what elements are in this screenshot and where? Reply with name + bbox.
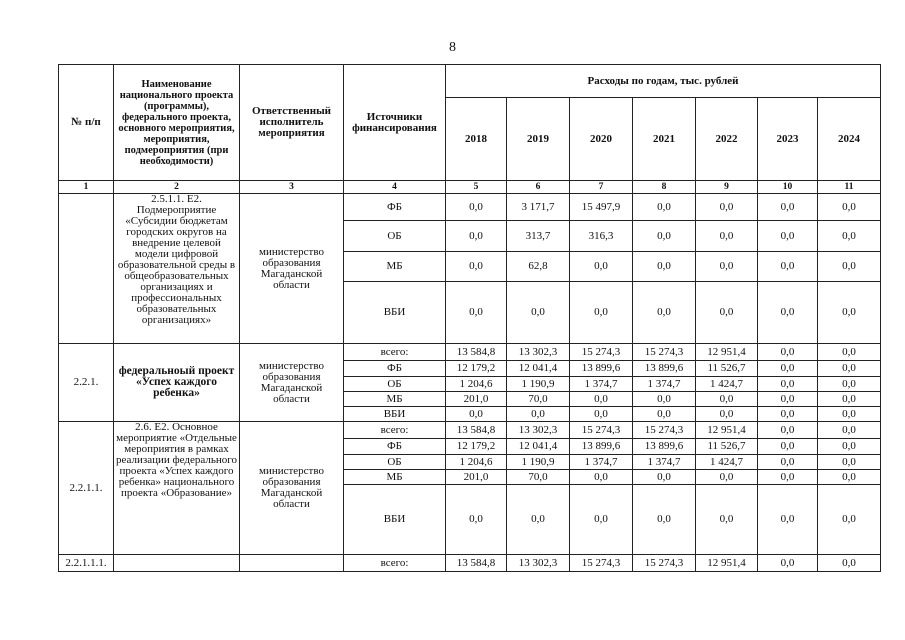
amount-cell-2022: 12 951,4 [696,422,758,439]
amount-cell-2020: 0,0 [570,407,633,422]
column-number: 10 [758,181,818,194]
amount-cell-2024: 0,0 [818,377,881,392]
amount-cell-2020: 15 274,3 [570,422,633,439]
column-number-row [59,181,881,194]
funding-source-cell: ФБ [344,194,446,221]
amount-cell-2024: 0,0 [818,392,881,407]
amount-cell-2019: 13 302,3 [507,344,570,361]
amount-cell-2020: 316,3 [570,221,633,252]
funding-source-cell: МБ [344,392,446,407]
amount-cell-2018: 1 204,6 [446,377,507,392]
funding-source-cell: всего: [344,422,446,439]
page-number: 8 [449,40,456,55]
budget-table [58,64,881,572]
header-year: 2024 [818,98,881,181]
amount-cell-2021: 1 374,7 [633,455,696,470]
amount-cell-2024: 0,0 [818,407,881,422]
funding-source-cell: ОБ [344,377,446,392]
amount-cell-2021: 0,0 [633,221,696,252]
amount-cell-2021: 15 274,3 [633,555,696,572]
executor-cell: министерство образования Магаданской области [240,422,344,555]
amount-cell-2024: 0,0 [818,194,881,221]
amount-cell-2023: 0,0 [758,344,818,361]
amount-cell-2023: 0,0 [758,392,818,407]
funding-source-cell: всего: [344,344,446,361]
amount-cell-2024: 0,0 [818,344,881,361]
header-num: № п/п [59,65,114,181]
row-number-cell [59,194,114,344]
header-year: 2021 [633,98,696,181]
header-name: Наименование национального проекта (программы), федерального проекта, основного мероприятия, мероприятия, подмероприятия (при необходимости) [114,65,240,181]
amount-cell-2023: 0,0 [758,377,818,392]
amount-cell-2024: 0,0 [818,221,881,252]
amount-cell-2019: 13 302,3 [507,555,570,572]
amount-cell-2021: 13 899,6 [633,439,696,455]
amount-cell-2019: 1 190,9 [507,455,570,470]
funding-source-cell: ОБ [344,455,446,470]
amount-cell-2021: 15 274,3 [633,344,696,361]
amount-cell-2022: 0,0 [696,194,758,221]
header-executor: Ответственный исполнитель мероприятия [240,65,344,181]
funding-source-cell: всего: [344,555,446,572]
amount-cell-2020: 15 274,3 [570,555,633,572]
header-sources: Источники финансирования [344,65,446,181]
executor-cell: министерство образования Магаданской области [240,194,344,344]
amount-cell-2018: 201,0 [446,392,507,407]
amount-cell-2020: 0,0 [570,282,633,344]
table-row [59,555,881,572]
amount-cell-2019: 70,0 [507,470,570,485]
amount-cell-2019: 313,7 [507,221,570,252]
amount-cell-2023: 0,0 [758,252,818,282]
column-number: 4 [344,181,446,194]
row-number-cell: 2.2.1.1. [59,422,114,555]
activity-name-cell: 2.5.1.1. Е2. Подмероприятие «Субсидии бюджетам городских округов на внедрение целевой модели цифровой образовательной среды в общеобразовательных организациях и профессиональных образовательных организациях» [114,194,240,344]
funding-source-cell: ВБИ [344,485,446,555]
header-year: 2022 [696,98,758,181]
amount-cell-2022: 0,0 [696,485,758,555]
amount-cell-2018: 12 179,2 [446,361,507,377]
amount-cell-2021: 0,0 [633,470,696,485]
amount-cell-2020: 0,0 [570,485,633,555]
amount-cell-2022: 0,0 [696,407,758,422]
amount-cell-2019: 70,0 [507,392,570,407]
column-number: 2 [114,181,240,194]
amount-cell-2022: 12 951,4 [696,555,758,572]
funding-source-cell: ФБ [344,439,446,455]
amount-cell-2018: 0,0 [446,252,507,282]
column-number: 7 [570,181,633,194]
header-year: 2019 [507,98,570,181]
amount-cell-2019: 3 171,7 [507,194,570,221]
funding-source-cell: ВБИ [344,282,446,344]
amount-cell-2018: 0,0 [446,407,507,422]
column-number: 6 [507,181,570,194]
amount-cell-2018: 13 584,8 [446,422,507,439]
amount-cell-2023: 0,0 [758,194,818,221]
amount-cell-2023: 0,0 [758,555,818,572]
amount-cell-2021: 0,0 [633,485,696,555]
amount-cell-2020: 1 374,7 [570,377,633,392]
row-number-cell: 2.2.1.1.1. [59,555,114,572]
table-row [59,194,881,221]
amount-cell-2020: 15 497,9 [570,194,633,221]
amount-cell-2020: 15 274,3 [570,344,633,361]
amount-cell-2024: 0,0 [818,361,881,377]
amount-cell-2023: 0,0 [758,407,818,422]
activity-name-cell: 2.6. Е2. Основное мероприятие «Отдельные мероприятия в рамках реализации федерального проекта «Успех каждого ребенка» национального проекта «Образование» [114,422,240,555]
amount-cell-2024: 0,0 [818,455,881,470]
table-body [59,194,881,572]
table-row [59,344,881,361]
executor-cell: министерство образования Магаданской области [240,344,344,422]
amount-cell-2018: 201,0 [446,470,507,485]
activity-name-cell: федеральноый проект «Успех каждого ребенка» [114,344,240,422]
amount-cell-2021: 13 899,6 [633,361,696,377]
amount-cell-2018: 0,0 [446,282,507,344]
amount-cell-2023: 0,0 [758,422,818,439]
amount-cell-2022: 0,0 [696,252,758,282]
amount-cell-2018: 0,0 [446,485,507,555]
amount-cell-2024: 0,0 [818,252,881,282]
amount-cell-2021: 0,0 [633,282,696,344]
amount-cell-2018: 13 584,8 [446,555,507,572]
header-year: 2020 [570,98,633,181]
amount-cell-2019: 1 190,9 [507,377,570,392]
amount-cell-2019: 0,0 [507,485,570,555]
amount-cell-2019: 0,0 [507,282,570,344]
amount-cell-2023: 0,0 [758,439,818,455]
amount-cell-2024: 0,0 [818,439,881,455]
amount-cell-2024: 0,0 [818,470,881,485]
amount-cell-2020: 0,0 [570,470,633,485]
funding-source-cell: ФБ [344,361,446,377]
amount-cell-2022: 11 526,7 [696,439,758,455]
amount-cell-2018: 1 204,6 [446,455,507,470]
amount-cell-2020: 13 899,6 [570,361,633,377]
amount-cell-2023: 0,0 [758,470,818,485]
amount-cell-2022: 11 526,7 [696,361,758,377]
amount-cell-2021: 0,0 [633,194,696,221]
executor-cell [240,555,344,572]
funding-source-cell: ОБ [344,221,446,252]
amount-cell-2022: 0,0 [696,392,758,407]
table-row [59,422,881,439]
row-number-cell: 2.2.1. [59,344,114,422]
funding-source-cell: ВБИ [344,407,446,422]
amount-cell-2022: 0,0 [696,470,758,485]
amount-cell-2023: 0,0 [758,455,818,470]
amount-cell-2018: 0,0 [446,194,507,221]
amount-cell-2019: 12 041,4 [507,439,570,455]
amount-cell-2022: 1 424,7 [696,455,758,470]
funding-source-cell: МБ [344,470,446,485]
column-number: 9 [696,181,758,194]
activity-name-cell [114,555,240,572]
amount-cell-2018: 0,0 [446,221,507,252]
header-year: 2023 [758,98,818,181]
header-year: 2018 [446,98,507,181]
amount-cell-2022: 1 424,7 [696,377,758,392]
column-number: 11 [818,181,881,194]
amount-cell-2024: 0,0 [818,282,881,344]
amount-cell-2020: 0,0 [570,252,633,282]
amount-cell-2023: 0,0 [758,485,818,555]
amount-cell-2022: 0,0 [696,221,758,252]
amount-cell-2020: 13 899,6 [570,439,633,455]
amount-cell-2021: 0,0 [633,252,696,282]
amount-cell-2022: 12 951,4 [696,344,758,361]
amount-cell-2019: 0,0 [507,407,570,422]
funding-source-cell: МБ [344,252,446,282]
amount-cell-2018: 13 584,8 [446,344,507,361]
amount-cell-2023: 0,0 [758,361,818,377]
amount-cell-2023: 0,0 [758,221,818,252]
column-number: 8 [633,181,696,194]
amount-cell-2022: 0,0 [696,282,758,344]
amount-cell-2021: 1 374,7 [633,377,696,392]
column-number: 3 [240,181,344,194]
amount-cell-2018: 12 179,2 [446,439,507,455]
amount-cell-2020: 1 374,7 [570,455,633,470]
amount-cell-2019: 62,8 [507,252,570,282]
amount-cell-2021: 15 274,3 [633,422,696,439]
amount-cell-2024: 0,0 [818,555,881,572]
column-number: 1 [59,181,114,194]
amount-cell-2020: 0,0 [570,392,633,407]
amount-cell-2019: 12 041,4 [507,361,570,377]
amount-cell-2023: 0,0 [758,282,818,344]
amount-cell-2024: 0,0 [818,422,881,439]
header-expenses: Расходы по годам, тыс. рублей [446,65,881,98]
amount-cell-2021: 0,0 [633,407,696,422]
column-number: 5 [446,181,507,194]
amount-cell-2019: 13 302,3 [507,422,570,439]
amount-cell-2021: 0,0 [633,392,696,407]
amount-cell-2024: 0,0 [818,485,881,555]
